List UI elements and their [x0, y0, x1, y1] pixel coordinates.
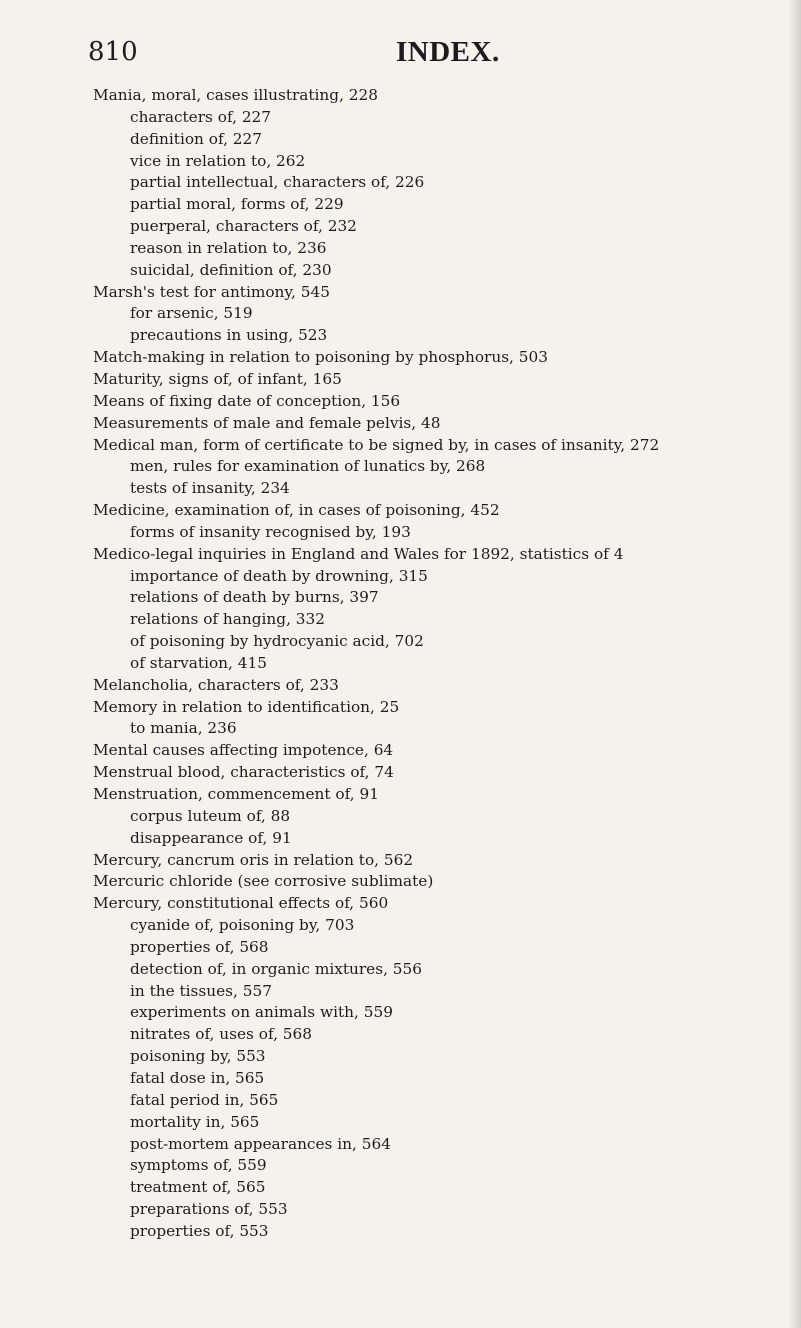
index-entry: Mercury, constitutional effects of, 560 — [93, 894, 389, 913]
index-entry: Mental causes affecting impotence, 64 — [93, 741, 394, 760]
index-subentry: detection of, in organic mixtures, 556 — [130, 959, 423, 978]
index-subentry: reason in relation to, 236 — [130, 238, 327, 257]
index-subentry: characters of, 227 — [130, 107, 272, 126]
index-subentry: preparations of, 553 — [130, 1200, 288, 1219]
index-subentry: corpus luteum of, 88 — [130, 806, 291, 825]
index-subentry: nitrates of, uses of, 568 — [130, 1025, 313, 1044]
index-entry: Medicine, examination of, in cases of poisoning, 452 — [93, 501, 500, 520]
index-subentry: properties of, 568 — [130, 937, 269, 956]
page-number: 810 — [88, 37, 138, 67]
index-entries — [93, 85, 793, 1243]
index-entry: Mania, moral, cases illustrating, 228 — [93, 86, 379, 104]
index-entry: Means of fixing date of conception, 156 — [93, 391, 401, 410]
index-entry: Menstrual blood, characteristics of, 74 — [93, 763, 394, 782]
index-subentry: of poisoning by hydrocyanic acid, 702 — [130, 632, 424, 651]
running-head: INDEX. — [396, 36, 500, 68]
index-subentry: post-mortem appearances in, 564 — [130, 1134, 391, 1153]
index-subentry: cyanide of, poisoning by, 703 — [130, 916, 355, 935]
index-subentry: partial intellectual, characters of, 226 — [130, 173, 425, 192]
index-subentry: fatal dose in, 565 — [130, 1068, 265, 1087]
index-subentry: definition of, 227 — [130, 129, 263, 148]
index-subentry: for arsenic, 519 — [130, 304, 253, 323]
index-subentry: mortality in, 565 — [130, 1112, 260, 1131]
index-subentry: men, rules for examination of lunatics by, 268 — [130, 457, 486, 476]
index-subentry: relations of death by burns, 397 — [130, 588, 379, 607]
index-subentry: suicidal, definition of, 230 — [130, 260, 332, 279]
index-subentry: puerperal, characters of, 232 — [130, 217, 357, 236]
index-subentry: to mania, 236 — [130, 719, 237, 738]
index-subentry: tests of insanity, 234 — [130, 479, 290, 498]
index-entry: Medical man, form of certificate to be signed by, in cases of insanity, 272 — [93, 435, 660, 454]
index-subentry: vice in relation to, 262 — [130, 151, 306, 170]
index-entry: Match-making in relation to poisoning by phosphorus, 503 — [93, 348, 548, 367]
index-subentry: precautions in using, 523 — [130, 326, 328, 345]
index-subentry: of starvation, 415 — [130, 653, 267, 672]
page-header — [88, 32, 728, 72]
index-subentry: partial moral, forms of, 229 — [130, 195, 344, 214]
index-entry: Medico-legal inquiries in England and Wales for 1892, statistics of 4 — [93, 544, 624, 563]
index-entry: Menstruation, commencement of, 91 — [93, 785, 379, 803]
index-subentry: fatal period in, 565 — [130, 1090, 279, 1109]
index-subentry: disappearance of, 91 — [130, 828, 292, 847]
index-subentry: symptoms of, 559 — [130, 1156, 267, 1175]
index-subentry: in the tissues, 557 — [130, 981, 272, 1000]
index-subentry: forms of insanity recognised by, 193 — [130, 522, 411, 541]
index-subentry: poisoning by, 553 — [130, 1047, 266, 1066]
index-subentry: treatment of, 565 — [130, 1178, 266, 1197]
index-subentry: experiments on animals with, 559 — [130, 1003, 393, 1022]
index-subentry: properties of, 553 — [130, 1221, 269, 1240]
index-entry: Memory in relation to identification, 25 — [93, 697, 400, 716]
index-entry: Marsh's test for antimony, 545 — [93, 282, 330, 301]
index-subentry: relations of hanging, 332 — [130, 610, 325, 629]
index-entry: Mercuric chloride (see corrosive sublimate) — [93, 872, 434, 891]
index-entry: Measurements of male and female pelvis, 48 — [93, 413, 441, 432]
index-entry: Mercury, cancrum oris in relation to, 562 — [93, 850, 414, 869]
index-subentry: importance of death by drowning, 315 — [130, 566, 428, 585]
index-entry: Melancholia, characters of, 233 — [93, 675, 339, 694]
index-entry: Maturity, signs of, of infant, 165 — [93, 369, 342, 388]
